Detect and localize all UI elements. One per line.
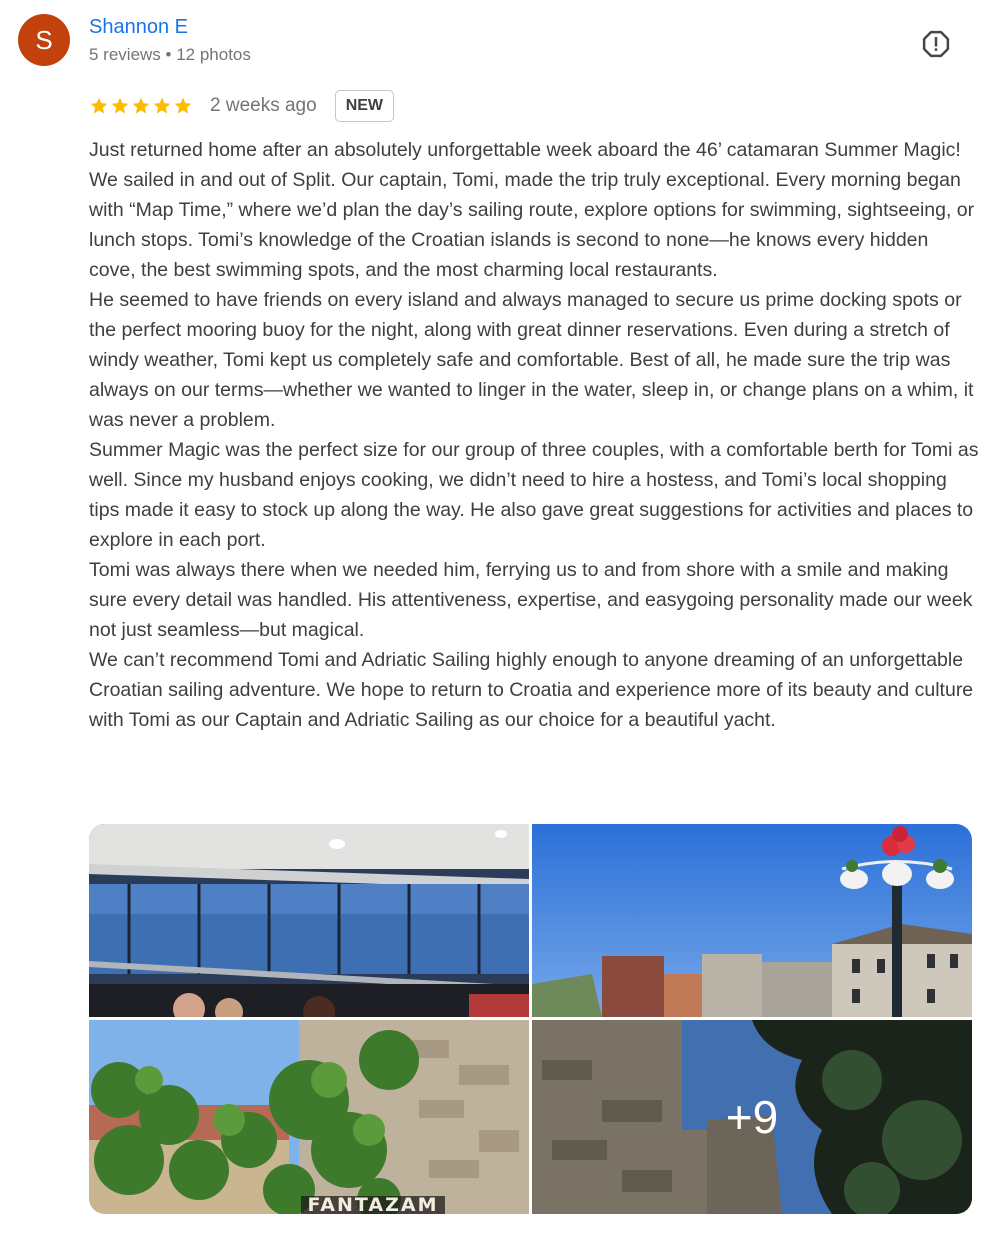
reviewer-name-link[interactable]: Shannon E [89,16,188,38]
star-icon [152,96,172,116]
more-photos-count: +9 [532,1020,972,1214]
fantazam-sign-text: FANTAZAM [307,1194,439,1214]
photo-catamaran-salon[interactable] [89,824,529,1017]
report-flag-icon [921,29,951,59]
rating-row [89,88,394,124]
report-review-button[interactable] [918,26,954,62]
photo-ivy-stone-wall[interactable] [89,1020,529,1214]
photo-fortress-wall-more-photos[interactable] [532,1020,972,1214]
review-paragraph: Summer Magic was the perfect size for our group of three couples, with a comfortable berth for Tomi as well. Since my husband enjoys cooking, we didn’t need to hire a hostess, and Tomi’s local shopping tips made it easy to stock up along the way. He also gave great suggestions for activities and places to explore in each port. [89,439,979,551]
reviewer-avatar[interactable]: S [18,14,70,66]
reviewer-stats: 5 reviews • 12 photos [89,45,251,64]
photo-town-waterfront[interactable] [532,824,972,1017]
star-icon [110,96,130,116]
star-icon [131,96,151,116]
star-rating [89,96,193,116]
review-text [89,135,979,735]
new-badge: NEW [335,90,394,122]
review-photo-grid [89,824,972,1214]
review-paragraph: We can’t recommend Tomi and Adriatic Sailing highly enough to anyone dreaming of an unforgettable Croatian sailing adventure. We hope to return to Croatia and experience more of its beauty and culture with Tomi as our Captain and Adriatic Sailing as our choice for a beautiful yacht. [89,649,974,731]
review-paragraph: He seemed to have friends on every island and always managed to secure us prime docking spots or the perfect mooring buoy for the night, along with great dinner reservations. Even during a stretch of windy weather, Tomi kept us completely safe and comfortable. Best of all, he made sure the trip was always on our terms—whether we wanted to linger in the water, sleep in, or change plans on a whim, it was never a problem. [89,289,974,431]
review-paragraph: Tomi was always there when we needed him, ferrying us to and from shore with a smile and making sure every detail was handled. His attentiveness, expertise, and easygoing personality made our week not just seamless—but magical. [89,559,973,641]
review-paragraph: Just returned home after an absolutely unforgettable week aboard the 46’ catamaran Summer Magic! We sailed in and out of Split. Our captain, Tomi, made the trip truly exceptional. Every morning began with “Map Time,” where we’d plan the day’s sailing route, explore options for swimming, sightseeing, or lunch stops. Tomi’s knowledge of the Croatian islands is second to none—he knows every hidden cove, the best swimming spots, and the most charming local restaurants. [89,139,975,281]
star-icon [89,96,109,116]
review-date: 2 weeks ago [210,95,317,116]
star-icon [173,96,193,116]
